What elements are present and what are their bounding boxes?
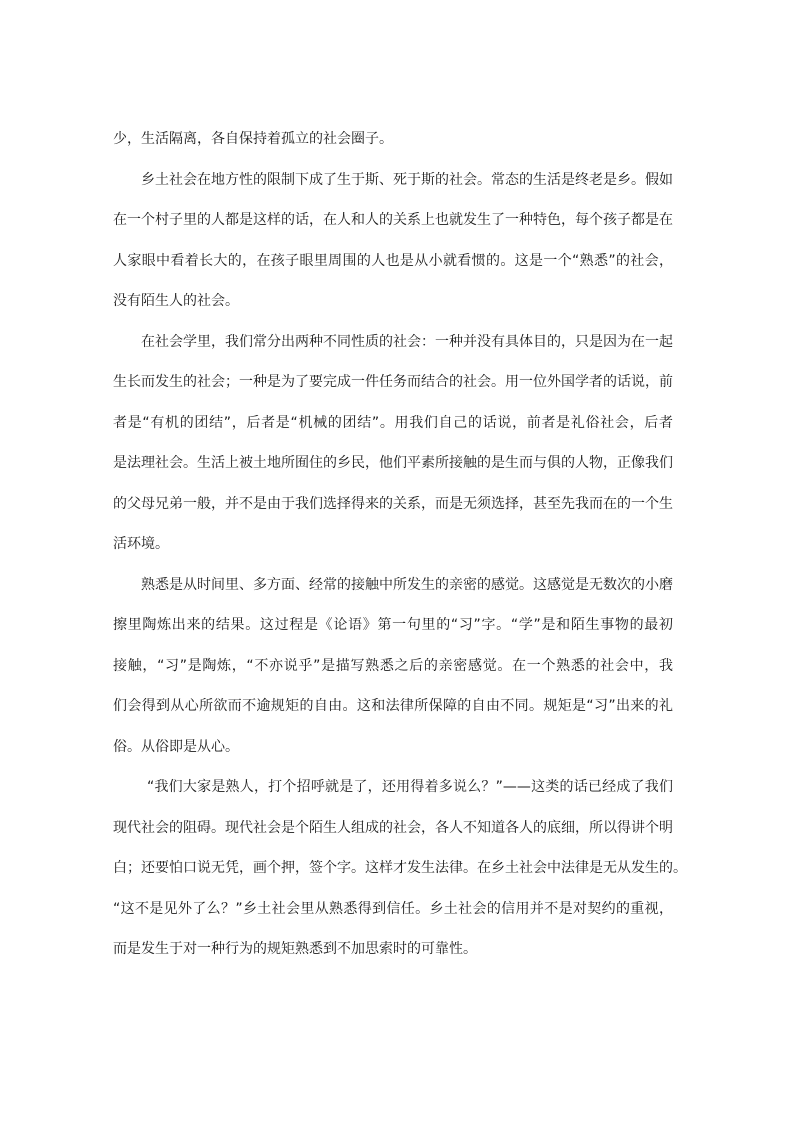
text-line: 俗。从俗即是从心。 (113, 738, 239, 755)
text-line: “我们大家是熟人，打个招呼就是了，还用得着多说么？”——这类的话已经成了我们 (147, 779, 673, 795)
text-line: 擦里陶炼出来的结果。这过程是《论语》第一句里的“习”字。“学”是和陌生事物的最初 (113, 617, 673, 633)
text-line: 们会得到从心所欲而不逾规矩的自由。这和法律所保障的自由不同。规矩是“习”出来的礼 (113, 698, 673, 714)
text-line: 熟悉是从时间里、多方面、经常的接触中所发生的亲密的感觉。这感觉是无数次的小磨 (141, 576, 673, 593)
text-line: 人家眼中看着长大的，在孩子眼里周围的人也是从小就看惯的。这是一个“熟悉”的社会， (113, 252, 673, 269)
text-line: 没有陌生人的社会。 (113, 293, 239, 309)
text-line: 的父母兄弟一般，并不是由于我们选择得来的关系，而是无须选择，甚至先我而在的一个生 (113, 495, 673, 512)
text-line: 者是“有机的团结”，后者是“机械的团结”。用我们自己的话说，前者是礼俗社会，后者 (113, 414, 673, 431)
text-line: 而是发生于对一种行为的规矩熟悉到不加思索时的可靠性。 (113, 941, 477, 957)
text-line: 现代社会的阻碍。现代社会是个陌生人组成的社会，各人不知道各人的底细，所以得讲个明 (113, 819, 673, 836)
text-line: 少，生活隔离，各自保持着孤立的社会圈子。 (113, 131, 393, 147)
text-line: 在社会学里，我们常分出两种不同性质的社会：一种并没有具体目的，只是因为在一起 (141, 333, 673, 350)
text-line: 乡土社会在地方性的限制下成了生于斯、死于斯的社会。常态的生活是终老是乡。假如 (141, 171, 673, 188)
text-line: 是法理社会。生活上被土地所囿住的乡民，他们平素所接触的是生而与俱的人物，正像我们 (113, 455, 673, 471)
text-line: 白；还要怕口说无凭，画个押，签个字。这样才发生法律。在乡土社会中法律是无从发生的。 (113, 860, 687, 876)
text-line: 在一个村子里的人都是这样的话，在人和人的关系上也就发生了一种特色，每个孩子都是在 (113, 212, 673, 228)
text-line: “这不是见外了么？”乡土社会里从熟悉得到信任。乡土社会的信用并不是对契约的重视， (113, 900, 673, 917)
text-line: 活环境。 (113, 536, 169, 552)
body-text (113, 119, 687, 970)
text-line: 生长而发生的社会；一种是为了要完成一件任务而结合的社会。用一位外国学者的话说，前 (113, 374, 673, 390)
text-line: 接触，“习”是陶炼，“不亦说乎”是描写熟悉之后的亲密感觉。在一个熟悉的社会中，我 (113, 657, 673, 674)
